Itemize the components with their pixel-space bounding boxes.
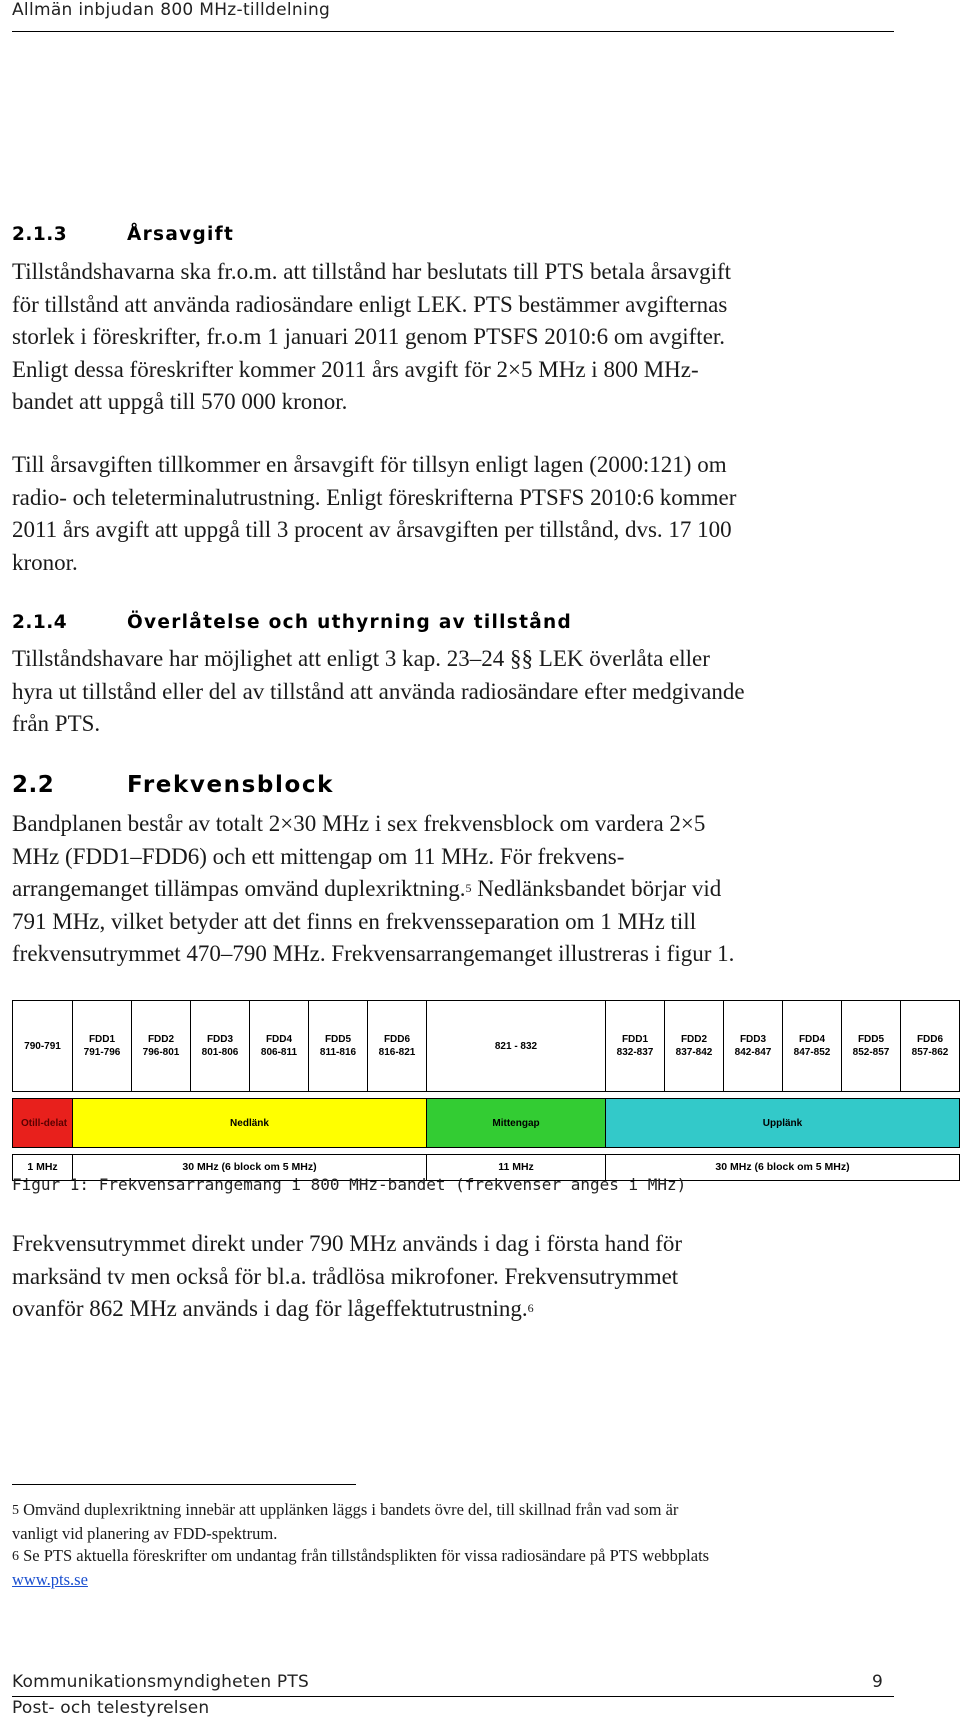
text-line: frekvensutrymmet 470–790 MHz. Frekvensarrangemanget illustreras i figur 1.	[12, 941, 735, 966]
guard-band-cell: 790-791	[13, 1001, 73, 1092]
block-name: FDD5	[857, 1034, 885, 1045]
footnote-ref-6[interactable]: 6	[527, 1301, 534, 1315]
text-fragment: ovanför 862 MHz används i dag för lågeffektutrustning.	[12, 1296, 528, 1321]
uplink-block-fdd3	[724, 1001, 783, 1092]
pts-website-link[interactable]: www.pts.se	[12, 1570, 88, 1589]
paragraph-overlatelse	[12, 643, 892, 741]
footnote-6	[12, 1544, 892, 1591]
text-line	[12, 1568, 892, 1591]
text-line: Till årsavgiften tillkommer en årsavgift för tillsyn enligt lagen (2000:121) om	[12, 452, 727, 477]
block-range: 816-821	[378, 1047, 416, 1058]
text-line	[12, 1544, 892, 1568]
block-row	[13, 1001, 960, 1092]
block-name: FDD5	[324, 1034, 352, 1045]
figure-caption: Figur 1: Frekvensarrangemang i 800 MHz-bandet (frekvenser anges i MHz)	[12, 1175, 687, 1194]
footer-rule	[12, 1696, 894, 1697]
text-line: Enligt dessa föreskrifter kommer 2011 års avgift för 2×5 MHz i 800 MHz-	[12, 356, 699, 382]
downlink-block-fdd5	[309, 1001, 368, 1092]
footer-org-primary: Kommunikationsmyndigheten PTS	[12, 1672, 309, 1692]
uplink-band-cell: Upplänk	[606, 1099, 960, 1148]
block-name: FDD1	[621, 1034, 649, 1045]
paragraph-tillsynsavgift	[12, 449, 892, 579]
block-range: 791-796	[83, 1047, 121, 1058]
heading-2-1-4	[12, 612, 572, 633]
heading-title: Årsavgift	[127, 224, 235, 245]
block-range: 832-837	[616, 1047, 654, 1058]
block-range: 811-816	[319, 1047, 357, 1058]
uplink-block-fdd1	[606, 1001, 665, 1092]
text-line: kronor.	[12, 549, 78, 575]
paragraph-frekvensblock	[12, 808, 892, 971]
text-line: bandet att uppgå till 570 000 kronor.	[12, 389, 348, 414]
downlink-block-fdd3	[191, 1001, 250, 1092]
text-line: MHz (FDD1–FDD6) och ett mittengap om 11 MHz. För frekvens-	[12, 843, 625, 869]
block-name: FDD4	[265, 1034, 293, 1045]
footnote-ref-5[interactable]: 5	[465, 881, 472, 895]
block-range: 801-806	[201, 1047, 239, 1058]
text-line: hyra ut tillstånd eller del av tillstånd att använda radiosändare efter medgivande	[12, 678, 745, 704]
downlink-width-cell: 30 MHz (6 block om 5 MHz)	[73, 1155, 427, 1181]
spacer-row	[13, 1148, 960, 1155]
footnote-rule	[12, 1484, 356, 1485]
heading-number: 2.1.3	[12, 224, 68, 245]
usage-row	[13, 1099, 960, 1148]
text-fragment: Se PTS aktuella föreskrifter om undantag från tillståndsplikten för vissa radiosändare på PTS webbplats	[23, 1546, 710, 1565]
spacer-cell	[13, 1148, 960, 1155]
text-line: från PTS.	[12, 711, 101, 736]
block-name: FDD2	[680, 1034, 708, 1045]
heading-2-1-3	[12, 224, 234, 245]
text-line: Tillståndshavare har möjlighet att enligt 3 kap. 23–24 §§ LEK överlåta eller	[12, 646, 710, 671]
guard-width-cell: 1 MHz	[13, 1155, 73, 1181]
block-name: FDD1	[88, 1034, 116, 1045]
frequency-arrangement-figure	[12, 1000, 960, 1181]
footer-org-secondary: Post- och telestyrelsen	[12, 1698, 210, 1718]
block-range: 857-862	[911, 1047, 949, 1058]
heading-number: 2.1.4	[12, 612, 68, 633]
text-line: 2011 års avgift att uppgå till 3 procent av årsavgiften per tillstånd, dvs. 17 100	[12, 517, 732, 542]
text-fragment: Nedlänksbandet börjar vid	[471, 876, 722, 901]
uplink-block-fdd4	[783, 1001, 842, 1092]
downlink-block-fdd2	[132, 1001, 191, 1092]
block-range: 852-857	[852, 1047, 890, 1058]
text-line	[12, 1498, 892, 1522]
uplink-block-fdd2	[665, 1001, 724, 1092]
text-line: Bandplanen består av totalt 2×30 MHz i sex frekvensblock om vardera 2×5	[12, 811, 706, 836]
block-name: FDD3	[739, 1034, 767, 1045]
text-line: för tillstånd att använda radiosändare enligt LEK. PTS bestämmer avgifternas	[12, 291, 728, 317]
text-line: radio- och teleterminalutrustning. Enligt föreskrifterna PTSFS 2010:6 kommer	[12, 484, 737, 510]
uplink-width-cell: 30 MHz (6 block om 5 MHz)	[606, 1155, 960, 1181]
downlink-block-fdd1	[73, 1001, 132, 1092]
text-line: marksänd tv men också för bl.a. trådlösa mikrofoner. Frekvensutrymmet	[12, 1263, 679, 1289]
uplink-block-fdd6	[901, 1001, 960, 1092]
text-line: Tillståndshavarna ska fr.o.m. att tillstånd har beslutats till PTS betala årsavgift	[12, 259, 732, 284]
footnote-5	[12, 1498, 892, 1545]
block-name: FDD3	[206, 1034, 234, 1045]
paragraph-arsavgift	[12, 256, 892, 419]
text-line	[12, 1293, 892, 1326]
middle-gap-cell: 821 - 832	[427, 1001, 606, 1092]
text-fragment: Omvänd duplexriktning innebär att upplänken läggs i bandets övre del, till skillnad från vad som är	[23, 1500, 679, 1519]
block-range: 796-801	[142, 1047, 180, 1058]
heading-title: Frekvensblock	[127, 772, 335, 798]
block-range: 837-842	[675, 1047, 713, 1058]
footnote-number: 5	[12, 1503, 19, 1518]
downlink-block-fdd6	[368, 1001, 427, 1092]
downlink-block-fdd4	[250, 1001, 309, 1092]
block-range: 806-811	[260, 1047, 298, 1058]
page-number: 9	[872, 1672, 884, 1692]
text-fragment: arrangemanget tillämpas omvänd duplexriktning.	[12, 876, 466, 901]
gap-width-cell: 11 MHz	[427, 1155, 606, 1181]
paragraph-frekvensutrymmet	[12, 1228, 892, 1326]
downlink-band-cell: Nedlänk	[73, 1099, 427, 1148]
spacer-cell	[13, 1092, 960, 1099]
block-name: FDD6	[383, 1034, 411, 1045]
text-line: vanligt vid planering av FDD-spektrum.	[12, 1524, 278, 1543]
middlegap-band-cell: Mittengap	[427, 1099, 606, 1148]
heading-title: Överlåtelse och uthyrning av tillstånd	[127, 612, 573, 633]
block-range: 842-847	[734, 1047, 772, 1058]
uplink-block-fdd5	[842, 1001, 901, 1092]
text-line: storlek i föreskrifter, fr.o.m 1 januari 2011 genom PTSFS 2010:6 om avgifter.	[12, 324, 726, 349]
text-line: Frekvensutrymmet direkt under 790 MHz används i dag i första hand för	[12, 1231, 683, 1256]
heading-number: 2.2	[12, 772, 55, 798]
block-name: FDD2	[147, 1034, 175, 1045]
block-name: FDD6	[916, 1034, 944, 1045]
text-line: 791 MHz, vilket betyder att det finns en frekvensseparation om 1 MHz till	[12, 908, 697, 934]
unassigned-cell: Otill-delat	[13, 1099, 73, 1148]
footnote-number: 6	[12, 1549, 19, 1564]
block-name: FDD4	[798, 1034, 826, 1045]
block-range: 847-852	[793, 1047, 831, 1058]
spacer-row	[13, 1092, 960, 1099]
header-rule	[12, 31, 894, 32]
text-line	[12, 873, 892, 906]
running-header: Allmän inbjudan 800 MHz-tilldelning	[12, 0, 331, 20]
heading-2-2	[12, 772, 334, 798]
